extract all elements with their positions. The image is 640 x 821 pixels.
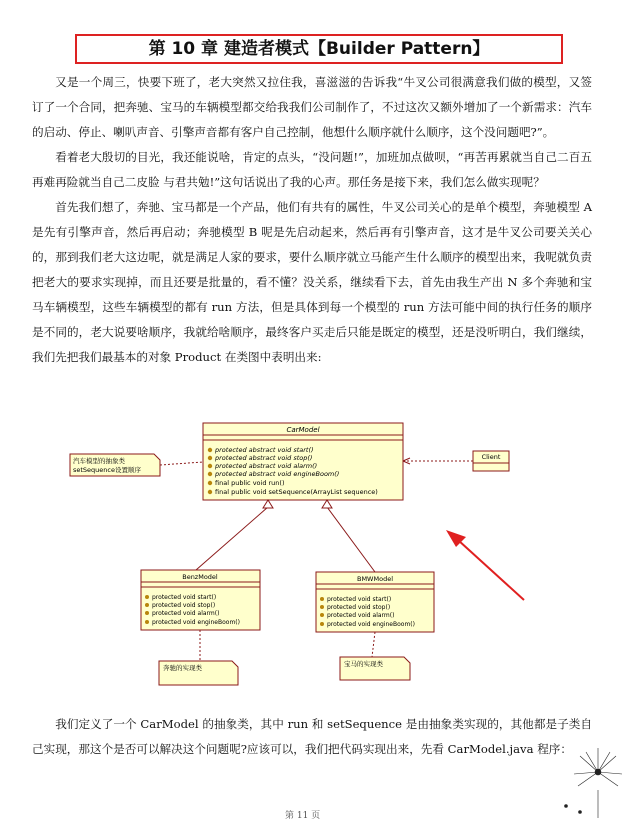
client-name: Client (481, 453, 501, 461)
page-footer: 第 11 页 (285, 811, 321, 821)
benzmodel-method: protected void start() (152, 594, 217, 601)
bmwmodel-method: protected void engineBoom() (327, 621, 415, 628)
benzmodel-class (141, 570, 260, 630)
bmwmodel-class (316, 572, 434, 632)
benzmodel-method: protected void alarm() (152, 610, 220, 617)
paragraph: 又是一个周三，快要下班了，老大突然又拉住我，喜滋滋的告诉我“牛叉公司很满意我们做的模型，又签订了一个合同，把奔驰、宝马的车辆模型都交给我我们公司制作了，不过这次又额外增加了一个新需求：汽车的启动、停止、喇叭声音、引擎声音都有客户自己控制，他想什么顺序就什么顺序，这个没问题吧?”。 (32, 75, 592, 139)
inheritance-arrowhead (322, 500, 332, 508)
paragraph: 首先我们想了，奔驰、宝马都是一个产品，他们有共有的属性，牛叉公司关心的是单个模型，奔驰模型 A 是先有引擎声音，然后再启动；奔驰模型 B 呢是先启动起来，然后再有引擎声音，这才是牛叉公司要关关心的，那到我们老大这边呢，就是满足人家的要求，要什么顺序就立马能产生什么顺序的模型出来，我呢就负责把老大的要求实现掉，而且还要是批量的，看不懂？没关系，继续看下去，首先由我生产出 N 多个奔驰和宝马车辆模型，这些车辆模型的都有 run 方法，但是具体到每一个模型的 run 方法可能中间的执行任务的顺序是不同的，老大说要啥顺序，我就给啥顺序，最终客户买走后只能是既定的模型，还是没听明白，我们继续，我们先把我们最基本的对象 Product 在类图中表明出来: (32, 200, 592, 364)
carmodel-method: protected abstract void engineBoom() (215, 470, 340, 478)
bmwmodel-name: BMWModel (356, 575, 394, 583)
note-text: 汽车模型的抽象类 (73, 457, 125, 465)
closing-text (32, 712, 592, 762)
inheritance-line (196, 507, 268, 570)
carmodel-method: protected abstract void alarm() (215, 462, 318, 470)
note-bmw (340, 657, 410, 680)
carmodel-method: protected abstract void stop() (215, 454, 313, 462)
inheritance-line (327, 507, 375, 572)
note-abstract (70, 454, 160, 476)
carmodel-method: final public void run() (215, 479, 285, 487)
benzmodel-method: protected void engineBoom() (152, 619, 240, 626)
carmodel-method: protected abstract void start() (215, 446, 314, 454)
carmodel-name: CarModel (286, 426, 320, 434)
client-class (473, 451, 509, 471)
bmwmodel-method: protected void stop() (327, 604, 391, 611)
paragraph: 我们定义了一个 CarModel 的抽象类，其中 run 和 setSequence 是由抽象类实现的，其他都是子类自己实现，那这个是否可以解决这个问题呢?应该可以，我们把代码实现出来，先看 CarModel.java 程序： (32, 717, 592, 756)
note-text: 奔驰的实现类 (163, 664, 202, 672)
paragraph: 看着老大殷切的目光，我还能说啥，肯定的点头，“没问题!”，加班加点做呗，“再苦再累就当自己二百五 再难再险就当自己二皮脸 与君共勉!”这句话说出了我的心声。那任务是接下来，我们怎么做实现呢？ (32, 150, 592, 189)
note-connector (160, 462, 203, 465)
inheritance-arrowhead (263, 500, 273, 508)
note-benz (159, 661, 238, 685)
benzmodel-name: BenzModel (182, 573, 218, 581)
carmodel-method: final public void setSequence(ArrayList sequence) (215, 488, 378, 496)
carmodel-class (203, 423, 403, 500)
bmwmodel-method: protected void start() (327, 596, 392, 603)
bmwmodel-method: protected void alarm() (327, 612, 395, 619)
chapter-title: 第 10 章 建造者模式【Builder Pattern】 (75, 34, 563, 64)
benzmodel-method: protected void stop() (152, 602, 216, 609)
annotation-arrow (446, 530, 524, 600)
note-text: 宝马的实现类 (344, 660, 383, 668)
note-text: setSequence设置顺序 (73, 466, 141, 474)
